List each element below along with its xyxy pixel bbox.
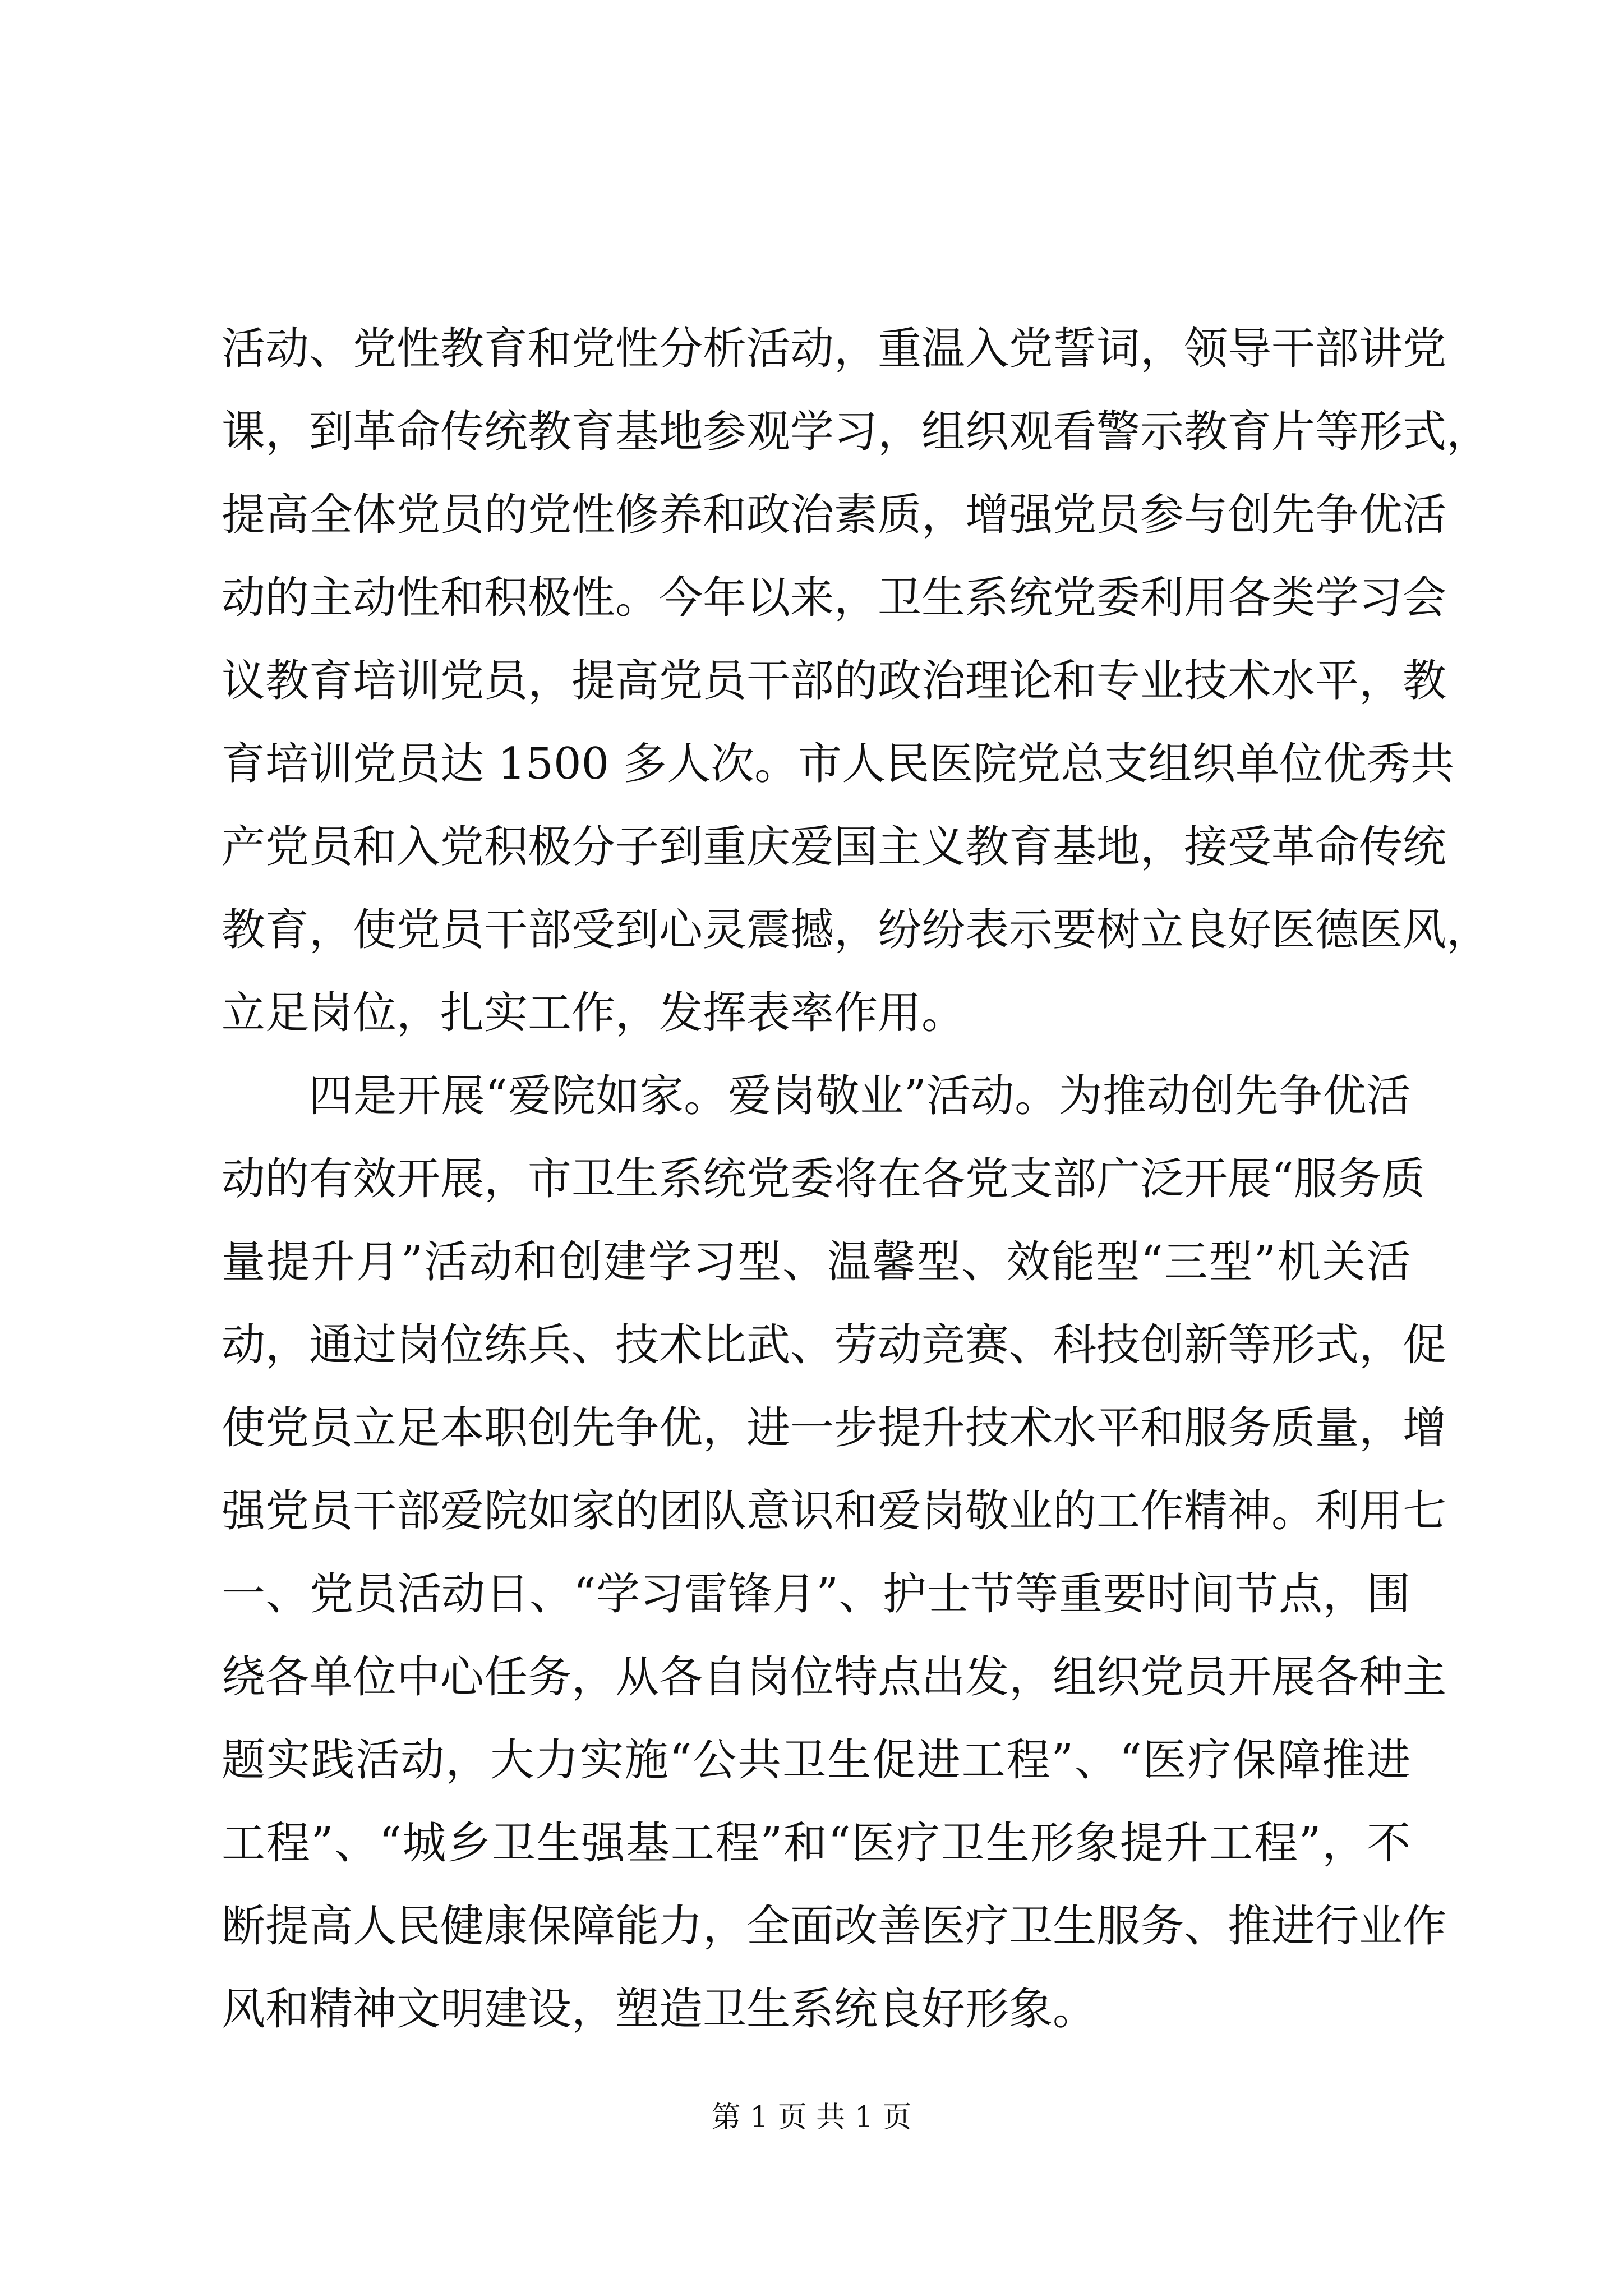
paragraph-line: 四是开展“爱院如家。爱岗敬业”活动。为推动创先争优活	[309, 1071, 1410, 1121]
page-footer: 第 1 页 共 1 页	[711, 2101, 912, 2134]
paragraph-line: 提高全体党员的党性修养和政治素质，增强党员参与创先争优活	[222, 490, 1447, 540]
paragraph-line: 绕各单位中心任务，从各自岗位特点出发，组织党员开展各种主	[222, 1652, 1447, 1703]
paragraph-line: 风和精神文明建设，塑造卫生系统良好形象。	[222, 1984, 1097, 2035]
paragraph-line: 一、党员活动日、“学习雷锋月”、护士节等重要时间节点，围	[222, 1569, 1410, 1619]
paragraph-line: 教育，使党员干部受到心灵震撼，纷纷表示要树立良好医德医风，	[222, 905, 1491, 955]
paragraph-line: 题实践活动，大力实施“公共卫生促进工程”、“医疗保障推进	[222, 1735, 1410, 1786]
paragraph-line: 动的有效开展，市卫生系统党委将在各党支部广泛开展“服务质	[222, 1154, 1425, 1204]
paragraph-line: 课，到革命传统教育基地参观学习，组织观看警示教育片等形式，	[222, 407, 1491, 457]
paragraph-line: 使党员立足本职创先争优，进一步提升技术水平和服务质量，增	[222, 1403, 1447, 1453]
paragraph-line: 产党员和入党积极分子到重庆爱国主义教育基地，接受革命传统	[222, 822, 1447, 872]
paragraph-line: 议教育培训党员，提高党员干部的政治理论和专业技术水平，教	[222, 656, 1447, 706]
paragraph-line: 工程”、“城乡卫生强基工程”和“医疗卫生形象提升工程”，不	[222, 1818, 1410, 1869]
paragraph-line: 活动、党性教育和党性分析活动，重温入党誓词，领导干部讲党	[222, 324, 1447, 374]
document-body	[222, 307, 1491, 2051]
paragraph-line: 断提高人民健康保障能力，全面改善医疗卫生服务、推进行业作	[222, 1901, 1447, 1952]
paragraph-line: 育培训党员达 1500 多人次。市人民医院党总支组织单位优秀共	[222, 739, 1455, 789]
paragraph-line: 强党员干部爱院如家的团队意识和爱岗敬业的工作精神。利用七	[222, 1486, 1447, 1536]
paragraph-line: 立足岗位，扎实工作，发挥表率作用。	[222, 988, 966, 1038]
paragraph-line: 动，通过岗位练兵、技术比武、劳动竞赛、科技创新等形式，促	[222, 1320, 1447, 1370]
paragraph-line: 动的主动性和积极性。今年以来，卫生系统党委利用各类学习会	[222, 573, 1447, 623]
paragraph-line: 量提升月”活动和创建学习型、温馨型、效能型“三型”机关活	[222, 1237, 1410, 1287]
